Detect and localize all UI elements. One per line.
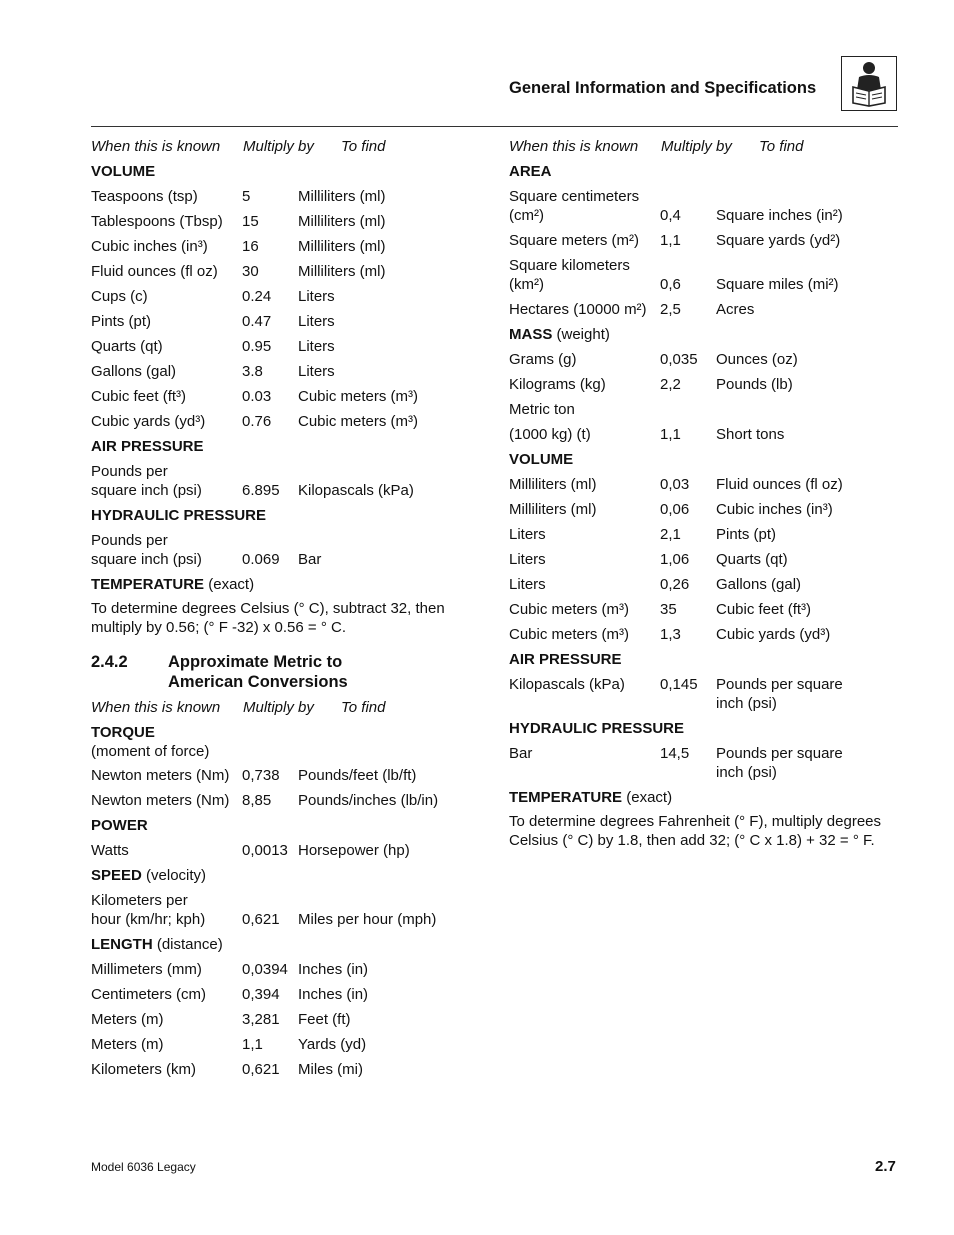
target-unit-cell: Pints (pt) bbox=[716, 526, 777, 543]
footer-model: Model 6036 Legacy bbox=[91, 1160, 196, 1174]
col-header-multiply: Multiply by bbox=[243, 138, 314, 155]
known-unit-cell: (1000 kg) (t) bbox=[509, 426, 591, 443]
table-row bbox=[91, 234, 491, 259]
target-unit-cell: Bar bbox=[298, 551, 322, 568]
section-heading-volume: VOLUME bbox=[91, 163, 156, 180]
section-heading-air-pressure: AIR PRESSURE bbox=[91, 438, 204, 455]
table-row bbox=[509, 547, 909, 572]
multiplier-cell: 0,03 bbox=[660, 476, 690, 493]
known-unit-cell: Liters bbox=[509, 526, 546, 543]
table-row bbox=[509, 622, 909, 647]
section-heading-mass bbox=[509, 322, 909, 347]
subsection-number: 2.4.2 bbox=[91, 653, 128, 671]
multiplier-cell: 6.895 bbox=[242, 482, 280, 499]
table-row bbox=[91, 957, 491, 982]
volume-table bbox=[509, 472, 909, 647]
table-row bbox=[509, 522, 909, 547]
section-heading-temperature bbox=[509, 785, 909, 810]
table-row bbox=[509, 297, 909, 322]
length-title: LENGTH bbox=[91, 936, 153, 953]
known-unit-cell: Cubic feet (ft³) bbox=[91, 388, 187, 405]
temperature-title: TEMPERATURE bbox=[509, 789, 623, 806]
mass-title: MASS bbox=[509, 326, 553, 343]
table-row bbox=[509, 228, 909, 253]
target-unit-cell: Acres bbox=[716, 301, 755, 318]
subsection-title: Approximate Metric to American Conversions bbox=[168, 653, 348, 691]
target-unit-cell: Miles (mi) bbox=[298, 1061, 363, 1078]
table-row bbox=[91, 309, 491, 334]
multiplier-cell: 2,2 bbox=[660, 376, 681, 393]
multiplier-cell: 0.03 bbox=[242, 388, 272, 405]
target-unit-cell: Horsepower (hp) bbox=[298, 842, 410, 859]
table-row bbox=[509, 741, 909, 785]
col-header-known: When this is known bbox=[91, 138, 221, 155]
known-unit-cell: Grams (g) bbox=[509, 351, 577, 368]
table-row bbox=[91, 384, 491, 409]
target-unit-cell: Pounds/inches (lb/in) bbox=[298, 792, 439, 809]
col-header-multiply: Multiply by bbox=[661, 138, 732, 155]
target-unit-cell: Short tons bbox=[716, 426, 785, 443]
length-subtitle: (distance) bbox=[152, 936, 223, 953]
multiplier-cell: 0.47 bbox=[242, 313, 272, 330]
target-unit-cell: Cubic inches (in³) bbox=[716, 501, 833, 518]
target-unit-cell: Milliliters (ml) bbox=[298, 188, 386, 205]
known-unit-cell: Meters (m) bbox=[91, 1011, 164, 1028]
multiplier-cell: 3.8 bbox=[242, 363, 263, 380]
mass-subtitle: (weight) bbox=[552, 326, 610, 343]
subsection-heading bbox=[91, 637, 491, 695]
table-row bbox=[509, 572, 909, 597]
temperature-note: To determine degrees Celsius (° C), subtract 32, then multiply by 0.56; (° F -32) x 0.56 = ° C. bbox=[91, 600, 445, 636]
target-unit-cell: Miles per hour (mph) bbox=[298, 911, 437, 928]
known-unit-cell: Kilometers (km) bbox=[91, 1061, 197, 1078]
target-unit-cell: Pounds (lb) bbox=[716, 376, 793, 393]
known-unit-cell: Kilograms (kg) bbox=[509, 376, 606, 393]
multiplier-cell: 0,738 bbox=[242, 767, 280, 784]
multiplier-cell: 0,4 bbox=[660, 207, 681, 224]
target-unit-cell: Milliliters (ml) bbox=[298, 213, 386, 230]
target-unit-cell: Square yards (yd²) bbox=[716, 232, 841, 249]
table-row bbox=[91, 209, 491, 234]
hydraulic-pressure-table bbox=[91, 528, 491, 572]
known-unit-cell: Square meters (m²) bbox=[509, 232, 640, 249]
target-unit-cell: Fluid ounces (fl oz) bbox=[716, 476, 843, 493]
multiplier-cell: 1,3 bbox=[660, 626, 681, 643]
table-row bbox=[91, 1032, 491, 1057]
page-header-title: General Information and Specifications bbox=[509, 79, 817, 97]
target-unit-cell: Cubic meters (m³) bbox=[298, 388, 419, 405]
section-heading-volume: VOLUME bbox=[509, 451, 574, 468]
temperature-subtitle: (exact) bbox=[622, 789, 673, 806]
known-unit-cell: Tablespoons (Tbsp) bbox=[91, 213, 223, 230]
known-unit-cell: Teaspoons (tsp) bbox=[91, 188, 198, 205]
speed-table bbox=[91, 888, 491, 932]
table-row bbox=[509, 372, 909, 397]
target-unit-cell: Inches (in) bbox=[298, 961, 369, 978]
torque-title: TORQUE bbox=[91, 724, 155, 741]
target-unit-cell: Quarts (qt) bbox=[716, 551, 788, 568]
section-heading-air-pressure: AIR PRESSURE bbox=[509, 651, 622, 668]
multiplier-cell: 8,85 bbox=[242, 792, 272, 809]
known-unit-cell: Liters bbox=[509, 576, 546, 593]
speed-title: SPEED bbox=[91, 867, 142, 884]
table-row bbox=[91, 888, 491, 932]
table-row bbox=[91, 284, 491, 309]
target-unit-cell: Milliliters (ml) bbox=[298, 263, 386, 280]
col-header-known: When this is known bbox=[91, 699, 221, 716]
multiplier-cell: 30 bbox=[242, 263, 259, 280]
table-row bbox=[91, 334, 491, 359]
col-header-find: To find bbox=[341, 138, 386, 155]
table-row bbox=[509, 422, 909, 447]
column-headers bbox=[509, 134, 909, 159]
multiplier-cell: 0.95 bbox=[242, 338, 272, 355]
target-unit-cell: Gallons (gal) bbox=[716, 576, 802, 593]
known-unit-cell: Kilometers per hour (km/hr; kph) bbox=[91, 892, 206, 928]
table-row bbox=[91, 184, 491, 209]
known-unit-cell: Square centimeters (cm²) bbox=[509, 188, 640, 224]
known-unit-cell: Cubic meters (m³) bbox=[509, 601, 630, 618]
known-unit-cell: Millimeters (mm) bbox=[91, 961, 202, 978]
multiplier-cell: 0.24 bbox=[242, 288, 272, 305]
multiplier-cell: 0,06 bbox=[660, 501, 690, 518]
known-unit-cell: Centimeters (cm) bbox=[91, 986, 207, 1003]
known-unit-cell: Cubic inches (in³) bbox=[91, 238, 208, 255]
mass-table bbox=[509, 347, 909, 447]
col-header-known: When this is known bbox=[509, 138, 639, 155]
left-column bbox=[91, 134, 491, 1082]
target-unit-cell: Pounds/feet (lb/ft) bbox=[298, 767, 417, 784]
known-unit-cell: Pounds per square inch (psi) bbox=[91, 532, 202, 568]
table-row bbox=[91, 788, 491, 813]
multiplier-cell: 1,06 bbox=[660, 551, 690, 568]
target-unit-cell: Inches (in) bbox=[298, 986, 369, 1003]
length-table bbox=[91, 957, 491, 1082]
table-row bbox=[509, 497, 909, 522]
target-unit-cell: Feet (ft) bbox=[298, 1011, 351, 1028]
volume-table bbox=[91, 184, 491, 434]
known-unit-cell: Gallons (gal) bbox=[91, 363, 177, 380]
page-number: 2.7 bbox=[875, 1158, 896, 1175]
table-row bbox=[509, 253, 909, 297]
multiplier-cell: 0,145 bbox=[660, 676, 698, 693]
table-row bbox=[91, 1007, 491, 1032]
target-unit-cell: Cubic feet (ft³) bbox=[716, 601, 812, 618]
temperature-subtitle: (exact) bbox=[204, 576, 255, 593]
target-unit-cell: Ounces (oz) bbox=[716, 351, 798, 368]
table-row bbox=[91, 528, 491, 572]
multiplier-cell: 1,1 bbox=[660, 232, 681, 249]
multiplier-cell: 0,394 bbox=[242, 986, 280, 1003]
section-heading-power: POWER bbox=[91, 817, 148, 834]
target-unit-cell: Square miles (mi²) bbox=[716, 276, 839, 293]
known-unit-cell: Square kilometers (km²) bbox=[509, 257, 630, 293]
target-unit-cell: Pounds per square inch (psi) bbox=[716, 676, 843, 712]
multiplier-cell: 0,0013 bbox=[242, 842, 288, 859]
multiplier-cell: 1,1 bbox=[242, 1036, 263, 1053]
multiplier-cell: 0.069 bbox=[242, 551, 280, 568]
known-unit-cell: Milliliters (ml) bbox=[509, 476, 597, 493]
section-heading-hydraulic-pressure: HYDRAULIC PRESSURE bbox=[91, 507, 267, 524]
section-heading-torque bbox=[91, 720, 491, 763]
target-unit-cell: Milliliters (ml) bbox=[298, 238, 386, 255]
multiplier-cell: 0.76 bbox=[242, 413, 272, 430]
multiplier-cell: 0,621 bbox=[242, 911, 280, 928]
torque-subtitle: (moment of force) bbox=[91, 743, 210, 760]
target-unit-cell: Kilopascals (kPa) bbox=[298, 482, 414, 499]
table-row bbox=[91, 259, 491, 284]
air-pressure-table bbox=[91, 459, 491, 503]
multiplier-cell: 0,621 bbox=[242, 1061, 280, 1078]
table-row bbox=[91, 459, 491, 503]
target-unit-cell: Cubic meters (m³) bbox=[298, 413, 419, 430]
table-row bbox=[509, 597, 909, 622]
section-heading-area: AREA bbox=[509, 163, 552, 180]
table-row bbox=[91, 359, 491, 384]
column-headers-2 bbox=[91, 695, 491, 720]
multiplier-cell: 16 bbox=[242, 238, 259, 255]
known-unit-cell: Fluid ounces (fl oz) bbox=[91, 263, 218, 280]
table-row bbox=[509, 184, 909, 228]
known-unit-cell: Pounds per square inch (psi) bbox=[91, 463, 202, 499]
hydraulic-pressure-table bbox=[509, 741, 909, 785]
known-unit-cell: Newton meters (Nm) bbox=[91, 792, 230, 809]
target-unit-cell: Liters bbox=[298, 288, 335, 305]
target-unit-cell: Liters bbox=[298, 338, 335, 355]
known-unit-cell: Bar bbox=[509, 745, 533, 762]
table-row bbox=[509, 672, 909, 716]
multiplier-cell: 3,281 bbox=[242, 1011, 280, 1028]
known-unit-cell: Milliliters (ml) bbox=[509, 501, 597, 518]
known-unit-cell: Watts bbox=[91, 842, 129, 859]
multiplier-cell: 0,035 bbox=[660, 351, 698, 368]
table-row bbox=[509, 472, 909, 497]
table-row bbox=[509, 397, 909, 422]
table-row bbox=[91, 838, 491, 863]
target-unit-cell: Pounds per square inch (psi) bbox=[716, 745, 843, 781]
known-unit-cell: Liters bbox=[509, 551, 546, 568]
target-unit-cell: Square inches (in²) bbox=[716, 207, 843, 224]
air-pressure-table bbox=[509, 672, 909, 716]
known-unit-cell: Pints (pt) bbox=[91, 313, 152, 330]
column-headers bbox=[91, 134, 491, 159]
section-heading-temperature bbox=[91, 572, 491, 597]
col-header-multiply: Multiply by bbox=[243, 699, 314, 716]
torque-table bbox=[91, 763, 491, 813]
known-unit-cell: Quarts (qt) bbox=[91, 338, 163, 355]
reading-manual-icon bbox=[841, 56, 897, 111]
table-row bbox=[91, 409, 491, 434]
multiplier-cell: 0,6 bbox=[660, 276, 681, 293]
known-unit-cell: Kilopascals (kPa) bbox=[509, 676, 625, 693]
multiplier-cell: 5 bbox=[242, 188, 251, 205]
speed-subtitle: (velocity) bbox=[141, 867, 207, 884]
table-row bbox=[91, 763, 491, 788]
known-unit-cell: Cups (c) bbox=[91, 288, 148, 305]
section-heading-speed bbox=[91, 863, 491, 888]
multiplier-cell: 35 bbox=[660, 601, 677, 618]
known-unit-cell: Hectares (10000 m²) bbox=[509, 301, 647, 318]
col-header-find: To find bbox=[341, 699, 386, 716]
known-unit-cell: Cubic meters (m³) bbox=[509, 626, 630, 643]
area-table bbox=[509, 184, 909, 322]
target-unit-cell: Cubic yards (yd³) bbox=[716, 626, 831, 643]
col-header-find: To find bbox=[759, 138, 804, 155]
section-heading-length bbox=[91, 932, 491, 957]
multiplier-cell: 2,5 bbox=[660, 301, 681, 318]
known-unit-cell: Cubic yards (yd³) bbox=[91, 413, 206, 430]
multiplier-cell: 14,5 bbox=[660, 745, 690, 762]
table-row bbox=[509, 347, 909, 372]
table-row bbox=[91, 1057, 491, 1082]
section-heading-hydraulic-pressure: HYDRAULIC PRESSURE bbox=[509, 720, 685, 737]
multiplier-cell: 0,26 bbox=[660, 576, 690, 593]
power-table bbox=[91, 838, 491, 863]
target-unit-cell: Liters bbox=[298, 363, 335, 380]
multiplier-cell: 15 bbox=[242, 213, 259, 230]
multiplier-cell: 0,0394 bbox=[242, 961, 288, 978]
table-row bbox=[91, 982, 491, 1007]
header-rule bbox=[91, 126, 898, 127]
known-unit-cell: Newton meters (Nm) bbox=[91, 767, 230, 784]
temperature-note: To determine degrees Fahrenheit (° F), multiply degrees Celsius (° C) by 1.8, then add 32; (° C x 1.8) + 32 = ° F. bbox=[509, 813, 882, 849]
known-unit-cell: Metric ton bbox=[509, 401, 575, 418]
target-unit-cell: Liters bbox=[298, 313, 335, 330]
known-unit-cell: Meters (m) bbox=[91, 1036, 164, 1053]
temperature-title: TEMPERATURE bbox=[91, 576, 205, 593]
right-column bbox=[509, 134, 909, 850]
multiplier-cell: 1,1 bbox=[660, 426, 681, 443]
multiplier-cell: 2,1 bbox=[660, 526, 681, 543]
target-unit-cell: Yards (yd) bbox=[298, 1036, 367, 1053]
